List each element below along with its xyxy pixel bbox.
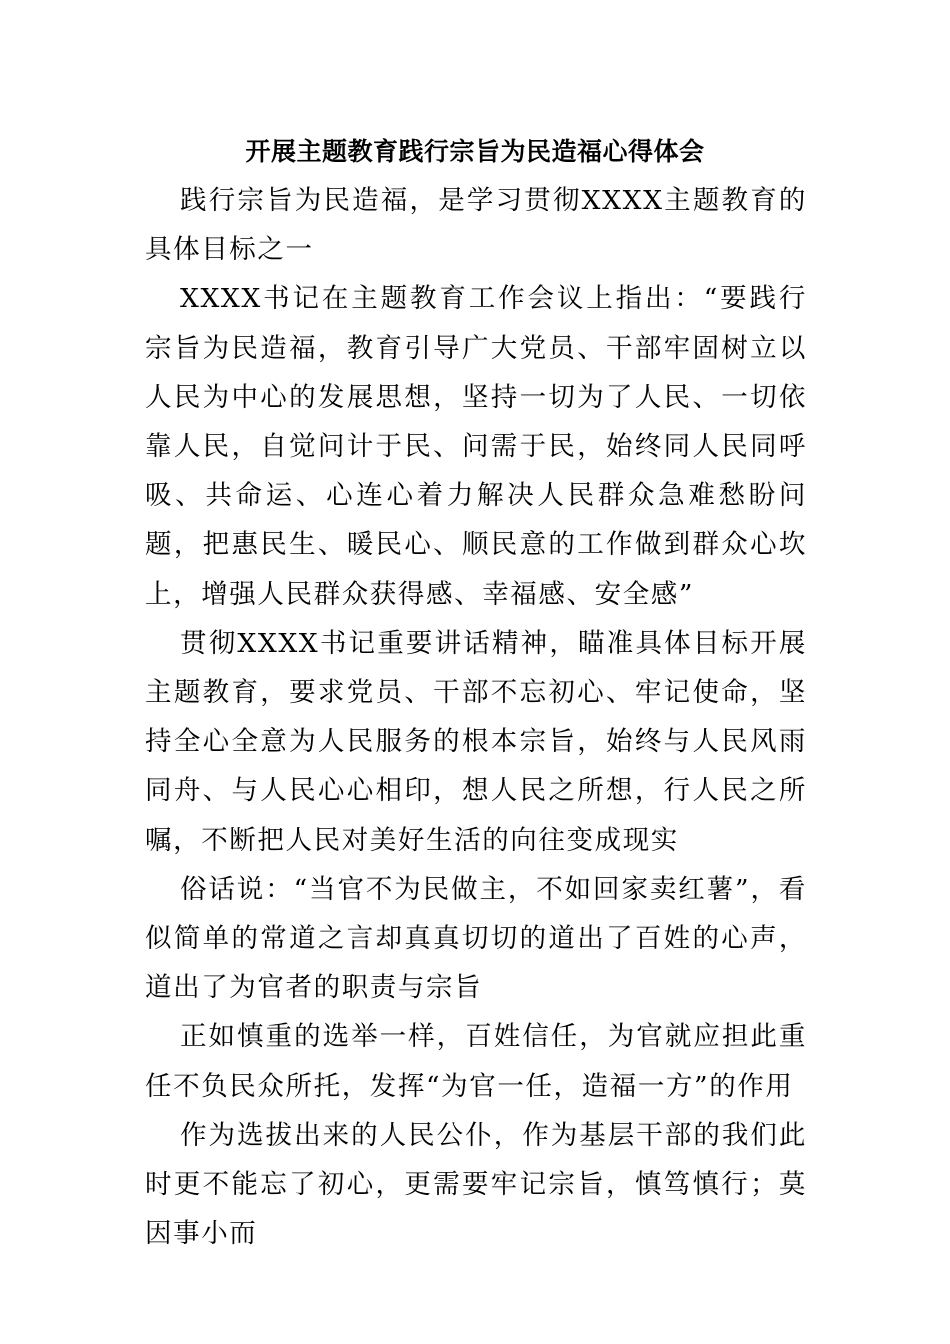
paragraph-3: 贯彻XXXX书记重要讲话精神，瞄准具体目标开展主题教育，要求党员、干部不忘初心、牢记使命，坚持全心全意为人民服务的根本宗旨，始终与人民风雨同舟、与人民心心相印，想人民之所想，行人民之所嘱，不断把人民对美好生活的向往变成现实	[145, 627, 807, 856]
paragraph-5: 正如慎重的选举一样，百姓信任，为官就应担此重任不负民众所托，发挥“为官一任，造福一方”的作用	[145, 1021, 807, 1102]
paragraph-6: 作为选拔出来的人民公仆，作为基层干部的我们此时更不能忘了初心，更需要牢记宗旨，慎笃慎行；莫因事小而	[145, 1119, 807, 1250]
paragraph-1: 践行宗旨为民造福，是学习贯彻XXXX主题教育的具体目标之一	[145, 185, 807, 266]
document-body	[145, 176, 807, 1258]
document-title: 开展主题教育践行宗旨为民造福心得体会	[245, 137, 705, 166]
paragraph-4: 俗话说：“当官不为民做主，不如回家卖红薯”，看似简单的常道之言却真真切切的道出了百姓的心声，道出了为官者的职责与宗旨	[145, 873, 807, 1004]
paragraph-2: XXXX书记在主题教育工作会议上指出：“要践行宗旨为民造福，教育引导广大党员、干部牢固树立以人民为中心的发展思想，坚持一切为了人民、一切依靠人民，自觉问计于民、问需于民，始终同人民同呼吸、共命运、心连心着力解决人民群众急难愁盼问题，把惠民生、暖民心、顺民意的工作做到群众心坎上，增强人民群众获得感、幸福感、安全感”	[145, 283, 807, 610]
